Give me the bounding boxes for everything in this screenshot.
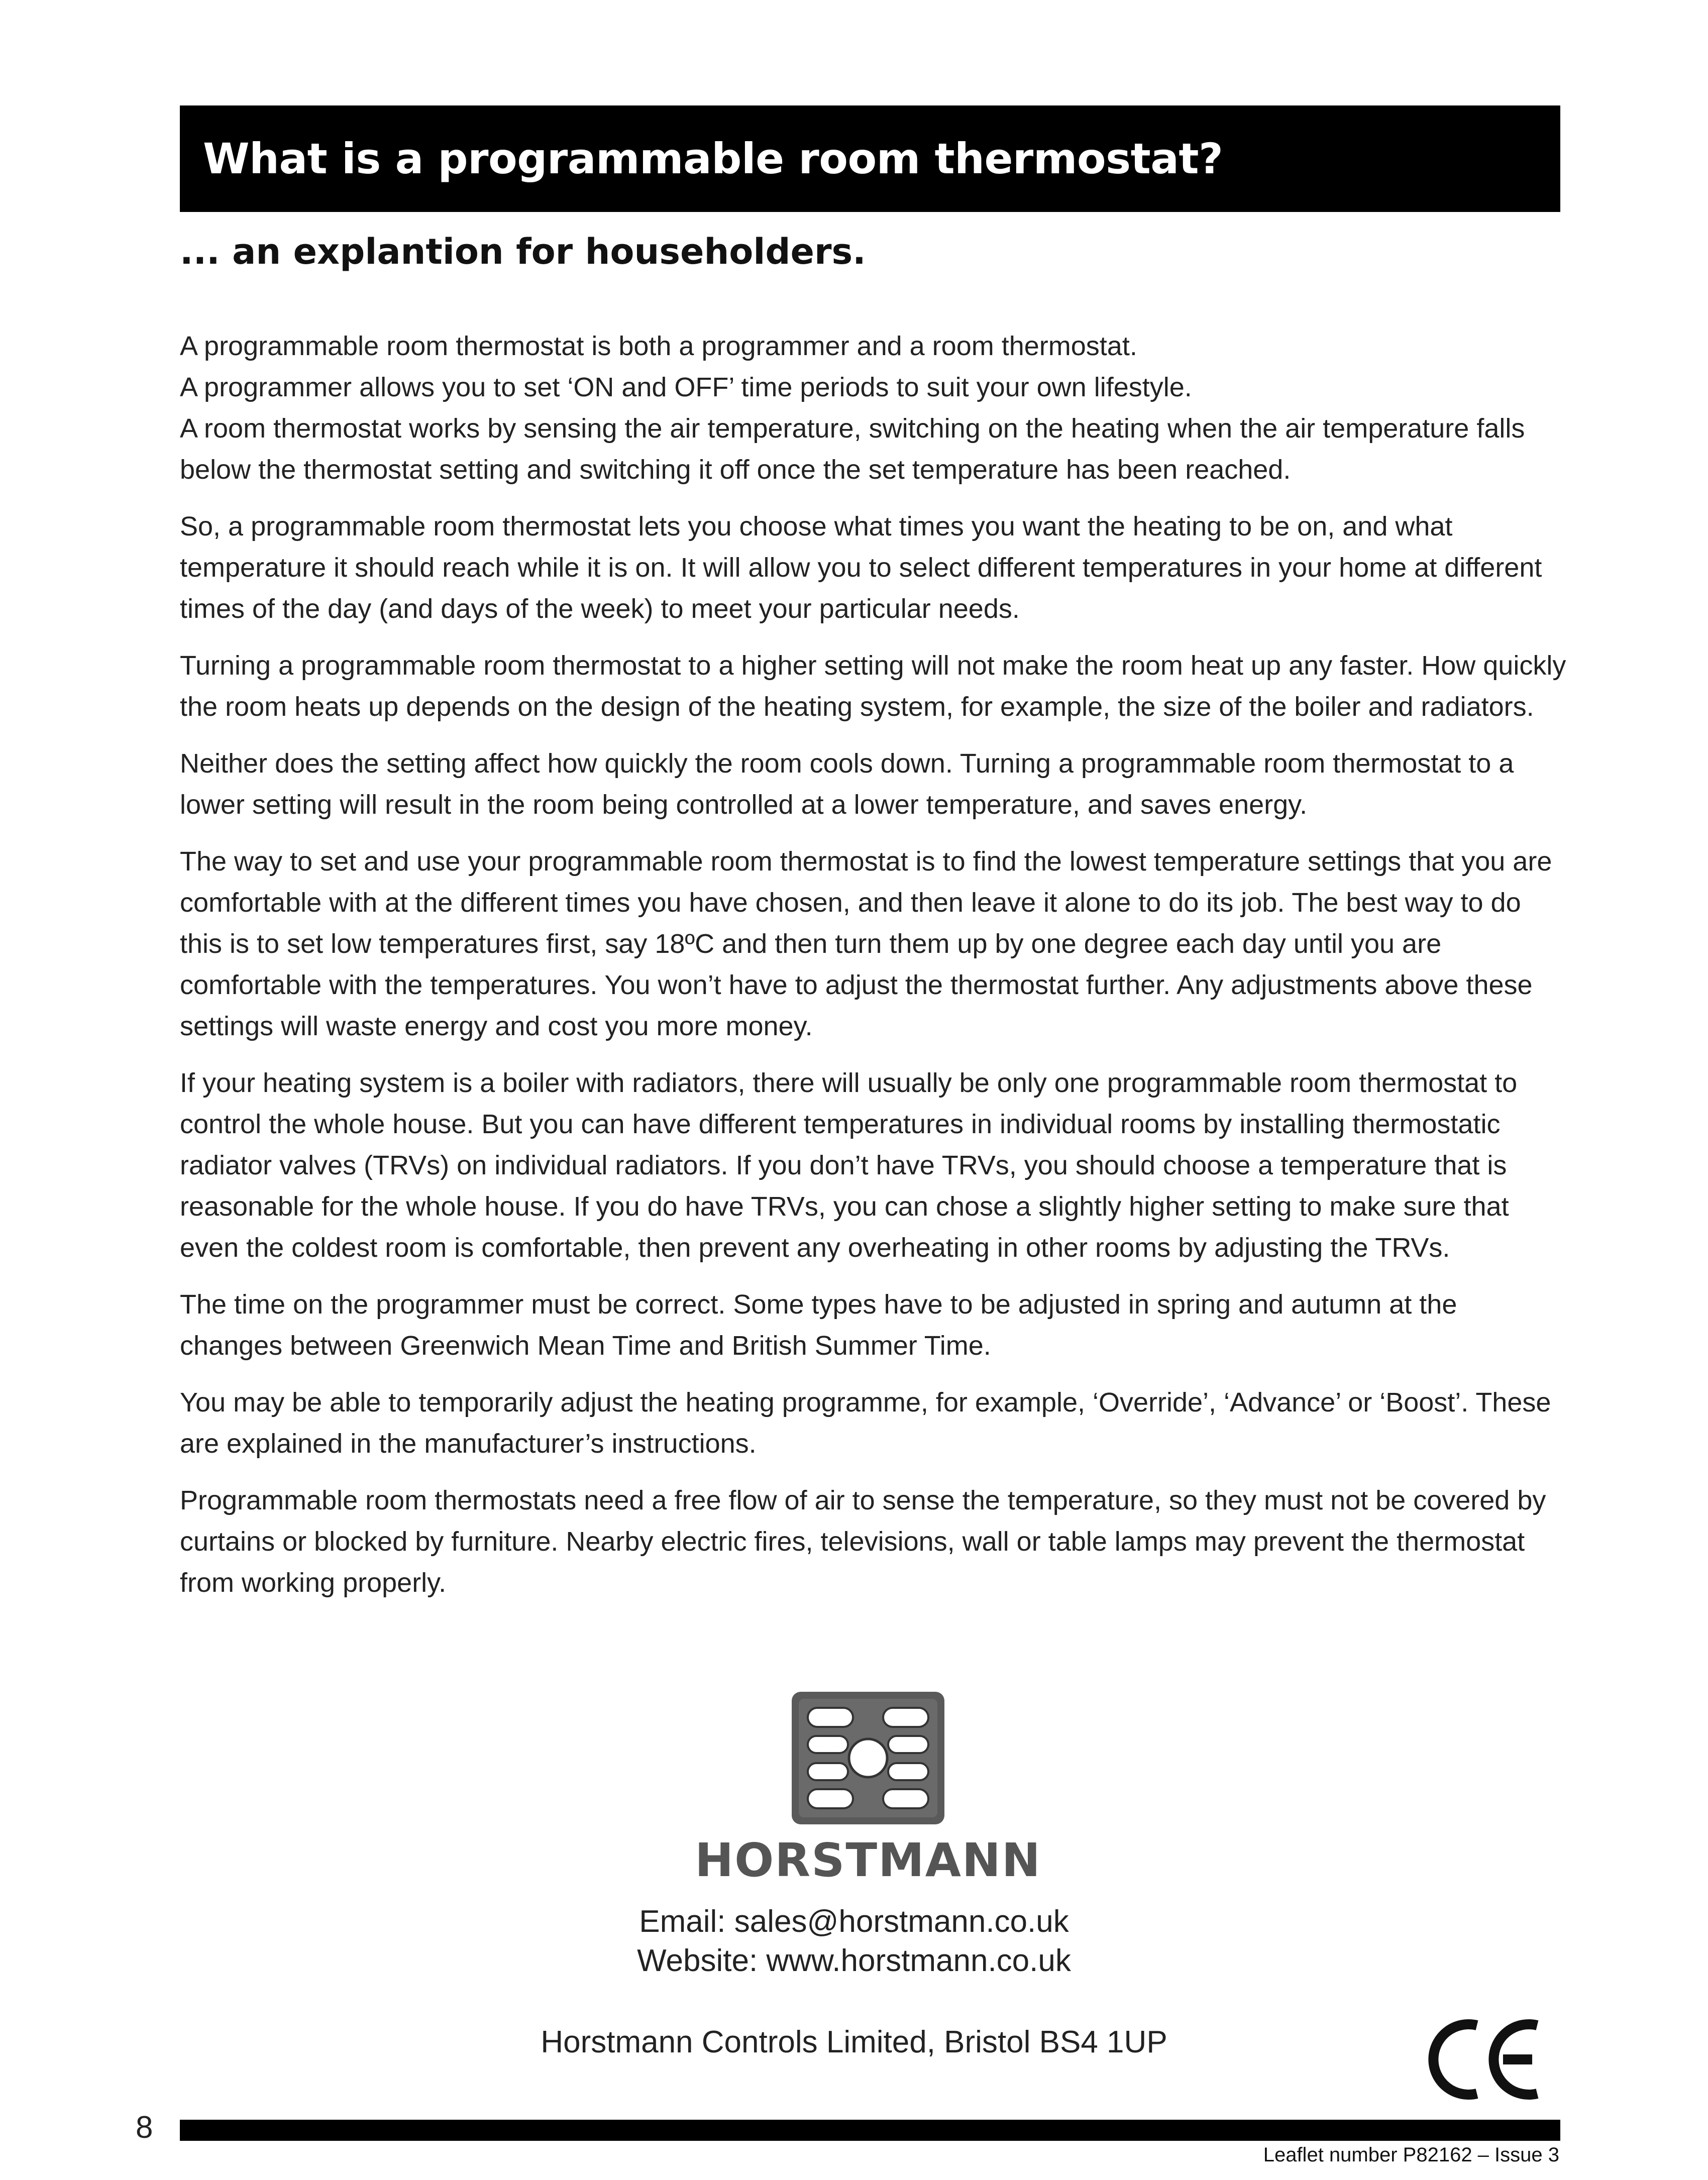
intro-paragraph <box>180 325 1566 490</box>
horstmann-grille-icon <box>788 1688 948 1828</box>
body-paragraph: Neither does the setting affect how quickly the room cools down. Turning a programmable room thermostat to a lower setting will result in the room being controlled at a lower temperature, and saves energy. <box>180 748 1514 820</box>
horstmann-logo <box>692 1688 1044 1887</box>
brand-name: HORSTMANN <box>695 1833 1041 1887</box>
company-address: Horstmann Controls Limited, Bristol BS4 1UP <box>541 2025 1167 2059</box>
body-text <box>180 325 1566 1619</box>
page-subtitle: ... an explantion for householders. <box>180 231 866 272</box>
page-title: What is a programmable room thermostat? <box>203 134 1223 183</box>
email-line: Email: sales@horstmann.co.uk <box>639 1904 1069 1939</box>
footer-rule <box>180 2120 1560 2141</box>
body-paragraph: The time on the programmer must be correct. Some types have to be adjusted in spring and autumn at the changes between Greenwich Mean Time and British Summer Time. <box>180 1289 1457 1361</box>
intro-line: A programmer allows you to set ‘ON and OFF’ time periods to suit your own lifestyle. <box>180 372 1192 402</box>
body-paragraph: So, a programmable room thermostat lets you choose what times you want the heating to be on, and what temperature it should reach while it is on. It will allow you to select different temperatures in your home at different times of the day (and days of the week) to meet your particular needs. <box>180 511 1542 624</box>
page-number: 8 <box>136 2110 153 2145</box>
body-paragraph: Turning a programmable room thermostat to a higher setting will not make the room heat up any faster. How quickly the room heats up depends on the design of the heating system, for example, the size of the boiler and radiators. <box>180 650 1566 722</box>
leaflet-number: Leaflet number P82162 – Issue 3 <box>1263 2144 1559 2166</box>
body-paragraph: The way to set and use your programmable room thermostat is to find the lowest temperature settings that you are comfortable with at the different times you have chosen, and then leave it alone to do its job. The best way to do this is to set low temperatures first, say 18ºC and then turn them up by one degree each day until you are comfortable with the temperatures. You won’t have to adjust the thermostat further. Any adjustments above these settings will waste energy and cost you more money. <box>180 846 1552 1041</box>
body-paragraph: Programmable room thermostats need a free flow of air to sense the temperature, so they must not be covered by curtains or blocked by furniture. Nearby electric fires, televisions, wall or table lamps may prevent the thermostat from working properly. <box>180 1485 1546 1598</box>
ce-mark-icon <box>1427 2014 1547 2105</box>
website-line: Website: www.horstmann.co.uk <box>637 1943 1071 1978</box>
title-banner <box>180 105 1560 212</box>
body-paragraph: If your heating system is a boiler with radiators, there will usually be only one programmable room thermostat to control the whole house. But you can have different temperatures in individual rooms by installing thermostatic radiator valves (TRVs) on individual radiators. If you don’t have TRVs, you should choose a temperature that is reasonable for the whole house. If you do have TRVs, you can chose a slightly higher setting to make sure that even the coldest room is comfortable, then prevent any overheating in other rooms by adjusting the TRVs. <box>180 1068 1518 1263</box>
body-paragraph: You may be able to temporarily adjust the heating programme, for example, ‘Override’, ‘Advance’ or ‘Boost’. These are explained in the manufacturer’s instructions. <box>180 1387 1551 1459</box>
intro-line: A programmable room thermostat is both a programmer and a room thermostat. <box>180 331 1137 361</box>
intro-line: A room thermostat works by sensing the air temperature, switching on the heating when the air temperature falls below the thermostat setting and switching it off once the set temperature has been reached. <box>180 413 1525 485</box>
